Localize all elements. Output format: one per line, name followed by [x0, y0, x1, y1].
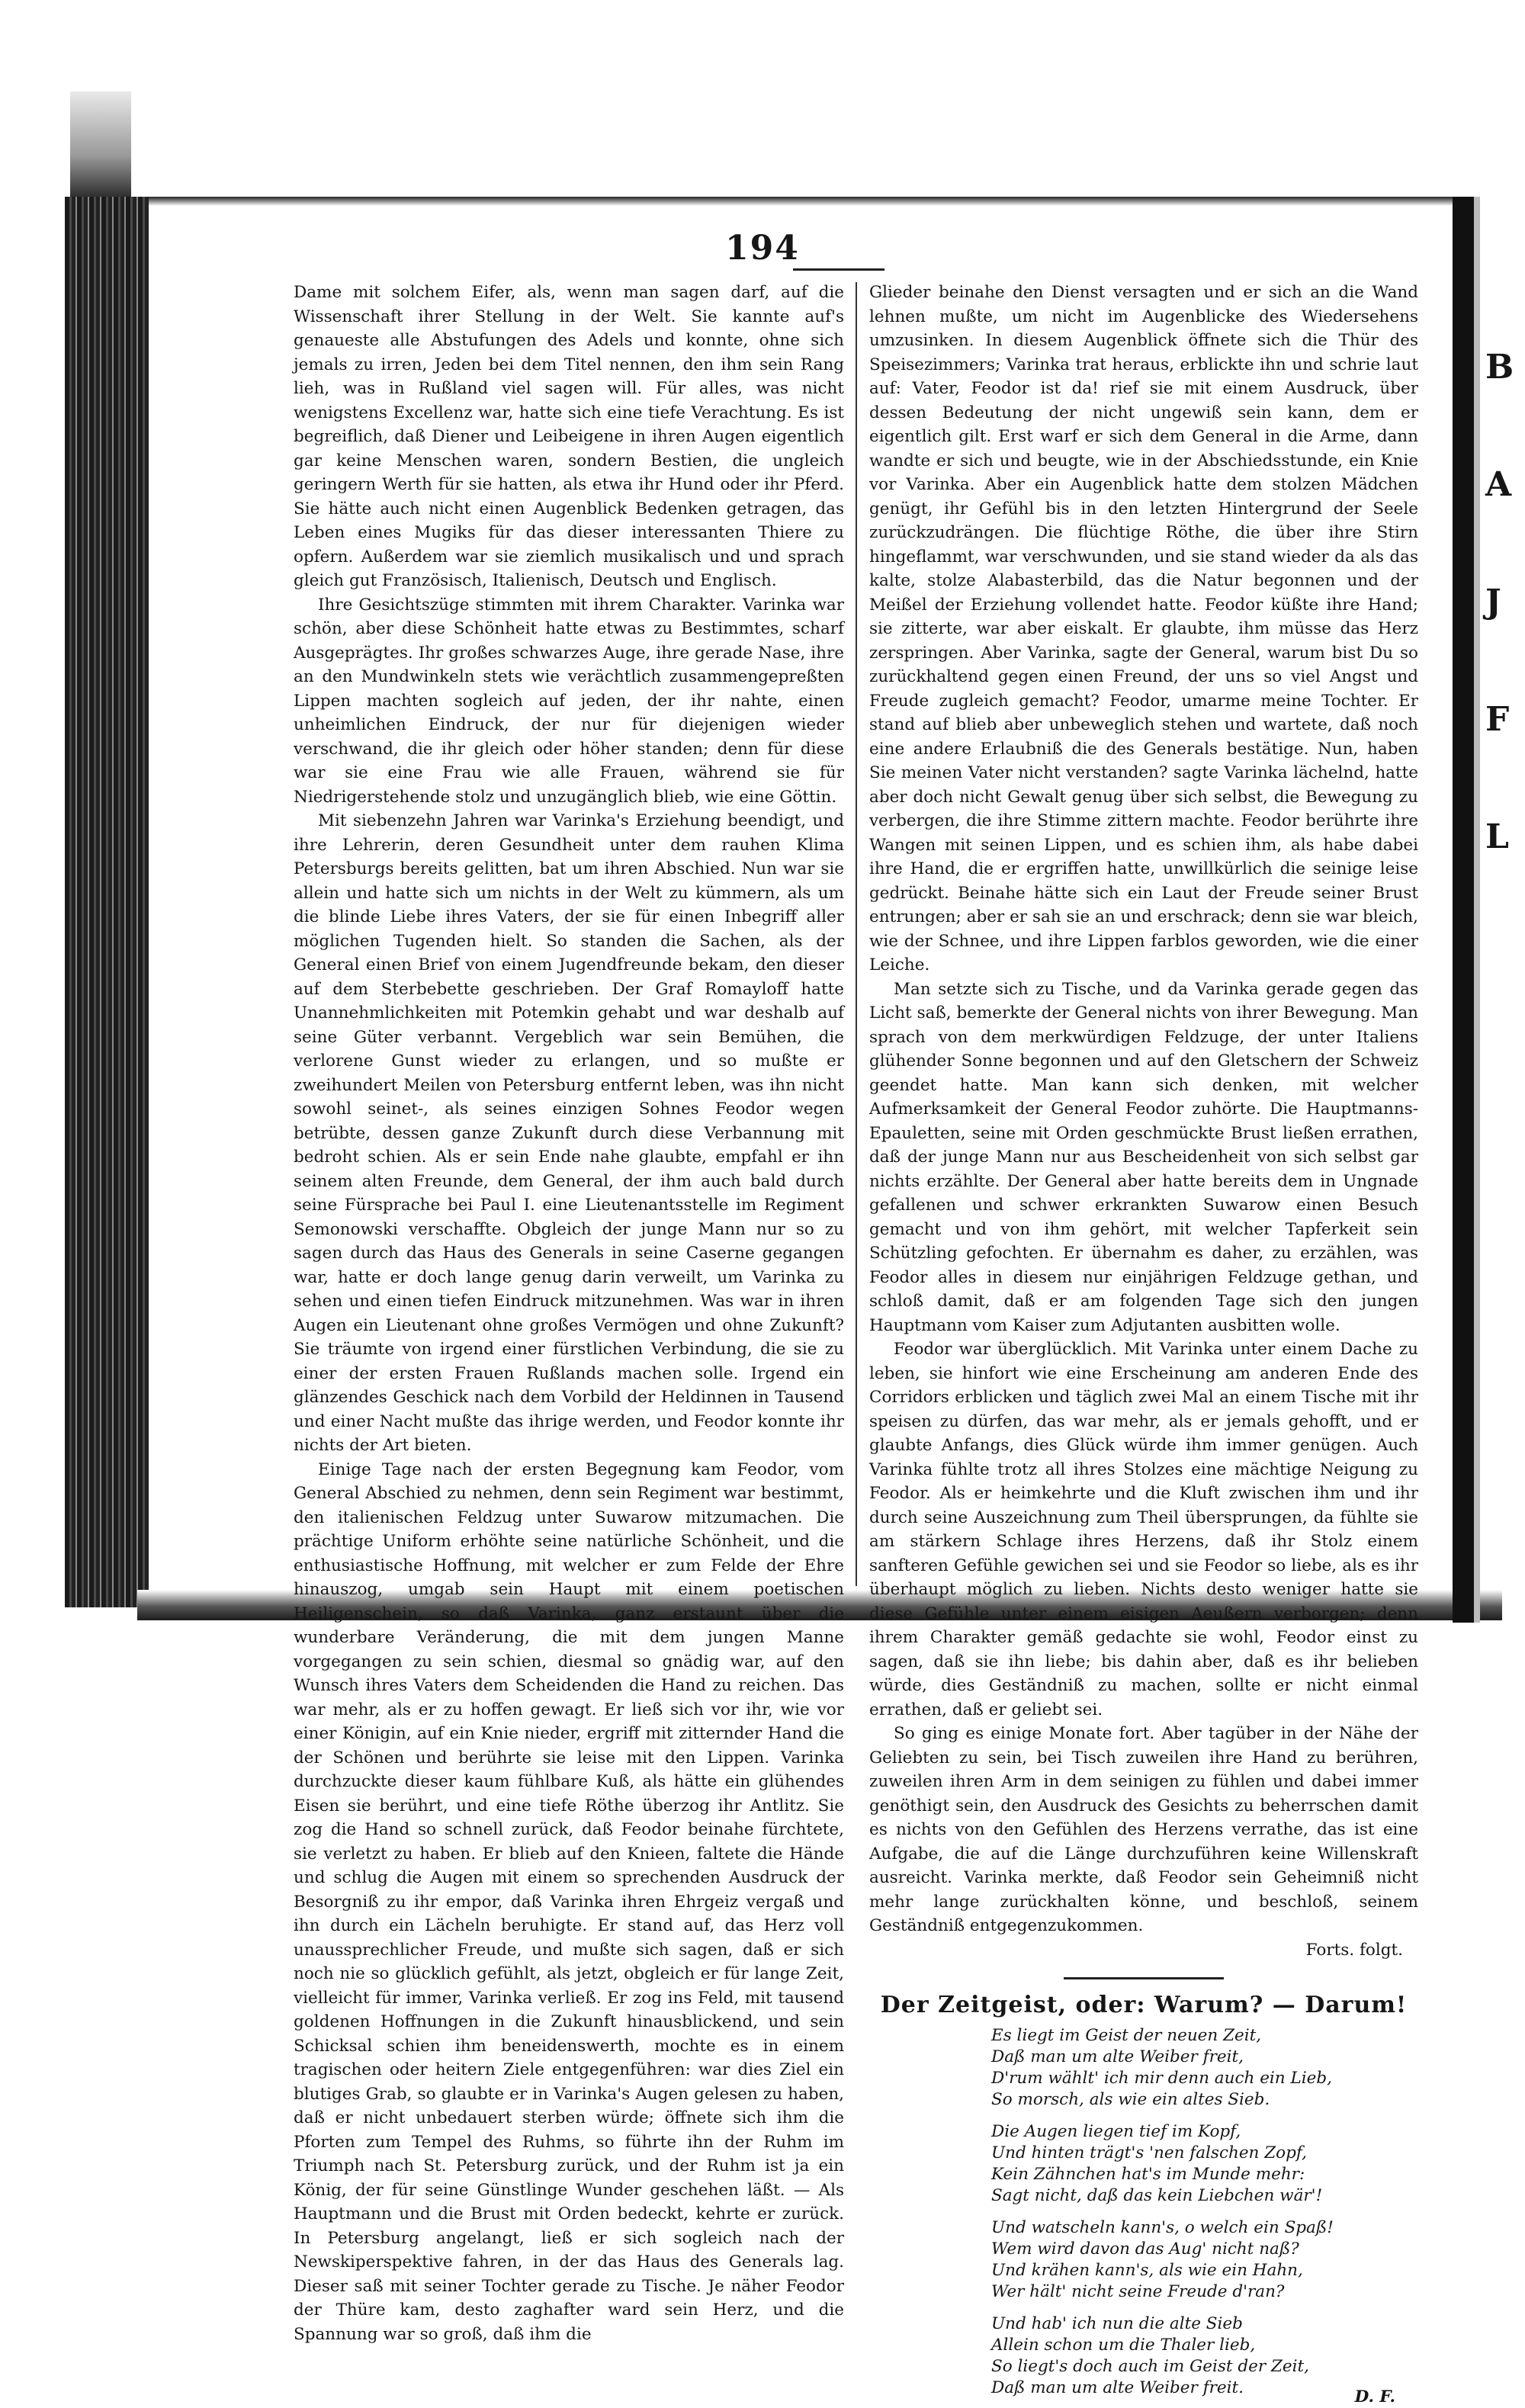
fragment-letter: F [1485, 700, 1510, 739]
paragraph: Dame mit solchem Eifer, als, wenn man sagen darf, auf die Wissenschaft ihrer Stellung in der Welt. Sie kannte auf's genaueste alle Abstufungen des Adels und konnte, ohne sich jemals zu irren, Jeden bei dem Titel nennen, den ihm sein Rang lieh, was in Rußland viel sagen will. Für alles, was nicht wenigstens Excellenz war, hatte sich eine tiefe Verachtung. Es ist begreiflich, daß Diener und Leibeigene in ihren Augen eigentlich gar keine Menschen waren, sondern Bestien, die ungleich geringern Werth für sie hatten, als etwa ihr Hund oder ihr Pferd. Sie hätte auch nicht einen Augenblick Bedenken getragen, das Leben eines Mugiks für das dieser interessanten Thiere zu opfern. Außerdem war sie ziemlich musikalisch und und sprach gleich gut Französisch, Italienisch, Deutsch und Englisch. [294, 283, 844, 590]
poem-line: Daß man um alte Weiber freit. [991, 2377, 1244, 2397]
poem-line: Wer hält' nicht seine Freude d'ran? [991, 2281, 1285, 2301]
right-column [869, 281, 1418, 2408]
continuation-note: Forts. folgt. [1305, 1940, 1403, 1960]
page-gutter-inner [1474, 197, 1480, 1623]
poem-line: Daß man um alte Weiber freit, [991, 2047, 1244, 2066]
column-divider [856, 282, 857, 1586]
poem-line: Allein schon um die Thaler lieb, [991, 2335, 1256, 2355]
paragraph: So ging es einige Monate fort. Aber tagüber in der Nähe der Geliebten zu sein, bei Tisch zuweilen ihre Hand zu berühren, zuweilen ihren Arm in dem seinigen zu fühlen und dabei immer genöthigt sein, den Ausdruck des Gesichts zu beherrschen damit es nichts von den Gefühlen des Herzens verrathe, das ist eine Aufgabe, die auf die Länge durchzuführen keine Willenskraft ausreicht. Varinka merkte, daß Feodor sein Geheimniß nicht mehr lange zurückhalten könne, und beschloß, seinem Geständniß entgegenzukommen. [869, 1724, 1418, 1935]
poem-line: Sagt nicht, daß das kein Liebchen wär'! [991, 2185, 1323, 2205]
poem-signature: D. F. [1354, 2387, 1395, 2406]
page-number-rule [793, 268, 884, 271]
poem-title: Der Zeitgeist, oder: Warum? — Darum! [880, 1992, 1408, 2018]
paragraph: Feodor war überglücklich. Mit Varinka unter einem Dache zu leben, sie hinfort wie eine Erscheinung am anderen Ende des Corridors erblicken und täglich zwei Mal an einem Tische mit ihr speisen zu dürfen, das war mehr, als er jemals gehofft, und er glaubte Anfangs, dies Glück würde ihm immer genügen. Auch Varinka fühlte trotz all ihres Stolzes eine mächtige Neigung zu Feodor. Als er heimkehrte und die Kluft zwischen ihm und ihr durch seine Auszeichnung zum Theil übersprungen, da fühlte sie am stärkern Schlage ihres Herzens, daß ihr Stolz einem sanfteren Gefühle gewichen sei und sie Feodor so liebe, als es ihr überhaupt möglich zu lieben. Nichts desto weniger hatte sie diese Gefühle unter einem eisigen Aeußern verborgen; denn ihrem Charakter gemäß gedachte sie wohl, Feodor einst zu sagen, daß sie ihn liebe; bis dahin aber, daß es ihr belieben würde, dies Geständniß zu machen, sollte er nicht einmal errathen, daß er geliebt sei. [869, 1340, 1418, 1719]
poem [991, 2025, 1418, 2408]
book-page-edges [65, 197, 149, 1607]
fragment-letter: A [1485, 465, 1512, 504]
poem-line: Es liegt im Geist der neuen Zeit, [991, 2025, 1262, 2045]
poem-stanza [991, 2025, 1418, 2111]
paragraph: Ihre Gesichtszüge stimmten mit ihrem Charakter. Varinka war schön, aber diese Schönheit hatte etwas zu Bestimmtes, scharf Ausgeprägtes. Ihr großes schwarzes Auge, ihre gerade Nase, ihre an den Mundwinkeln stets wie verächtlich zusammengepreßten Lippen machten sogleich auf jeden, der ihr nahte, einen unheimlichen Eindruck, der nur für diejenigen wieder verschwand, die ihr gleich oder höher standen; denn für diese war sie eine Frau wie alle Frauen, während sie für Niedrigerstehende stolz und unzugänglich blieb, wie eine Göttin. [294, 595, 844, 807]
poem-line: D'rum wählt' ich mir denn auch ein Lieb, [991, 2068, 1332, 2088]
paragraph: Man setzte sich zu Tische, und da Varinka gerade gegen das Licht saß, bemerkte der General nichts von ihrer Bewegung. Man sprach von dem merkwürdigen Feldzuge, der unter Italiens glühender Sonne begonnen und auf den Gletschern der Schweiz geendet hatte. Man kann sich denken, mit welcher Aufmerksamkeit der General Feodor zuhörte. Die Hauptmanns-Epauletten, seine mit Orden geschmückte Brust ließen errathen, daß der junge Mann nur aus Bescheidenheit von sich selbst gar nichts erzählte. Der General aber hatte bereits dem in Ungnade gefallenen und schwer erkrankten Suwarow einen Besuch gemacht und von ihm gehört, mit welcher Tapferkeit sein Schützling gefochten. Er übernahm es daher, zu erzählen, was Feodor alles in diesem nur einjährigen Feldzuge gethan, und schloß damit, daß er am folgenden Tage sich den jungen Hauptmann vom Kaiser zum Adjutanten ausbitten wolle. [869, 979, 1418, 1335]
page-number: 194 [725, 229, 800, 268]
fragment-letter: B [1485, 348, 1514, 387]
section-separator [1064, 1977, 1224, 1979]
paragraph: Einige Tage nach der ersten Begegnung kam Feodor, vom General Abschied zu nehmen, denn sein Regiment war bestimmt, den italienischen Feldzug unter Suwarow mitzumachen. Die prächtige Uniform erhöhte seine natürliche Schönheit, und die enthusiastische Hoffnung, mit welcher er zum Felde der Ehre hinauszog, umgab sein Haupt mit einem poetischen Heiligenschein, so daß Varinka, ganz erstaunt über die wunderbare Veränderung, die mit dem jungen Manne vorgegangen zu sein schien, diesmal so gnädig war, auf den Wunsch ihres Vaters dem Scheidenden die Hand zu reichen. Das war mehr, als er zu hoffen gewagt. Er ließ sich vor ihr, wie vor einer Königin, auf ein Knie nieder, ergriff mit zitternder Hand die der Schönen und berührte sie leise mit den Lippen. Varinka durchzuckte dieser kaum fühlbare Kuß, als hätte ein glühendes Eisen sie berührt, und eine tiefe Röthe überzog ihr Antlitz. Sie zog die Hand so schnell zurück, daß Feodor beinahe fürchtete, sie verletzt zu haben. Er blieb auf den Knieen, faltete die Hände und schlug die Augen mit einem so sprechenden Ausdruck der Besorgniß zu ihr empor, daß Varinka ihren Ehrgeiz vergaß und ihn durch ein Lächeln beruhigte. Er stand auf, das Herz voll unaussprechlicher Freude, und mußte sich sagen, daß er sich noch nie so glücklich gefühlt, als jetzt, obgleich er für lange Zeit, vielleicht für immer, Varinka verließ. Er zog ins Feld, mit tausend goldenen Hoffnungen in die Zukunft hinausblickend, und sein Schicksal schien ihm beneidenswerth, mochte es in einem tragischen oder heitern Ziele entgegenführen: war dies Ziel ein blutiges Grab, so glaubte er in Varinka's Augen gelesen zu haben, daß er nicht unbedauert sterben würde; öffnete sich ihm die Pforten zum Tempel des Ruhms, so führte ihn der Ruhm im Triumph nach St. Petersburg zurück, und der Ruhm ist ja ein König, der für seine Günstlinge Wunder geschehen läßt. — Als Hauptmann und die Brust mit Orden bedeckt, kehrte er zurück. In Petersburg angelangt, ließ er sich sogleich nach der Newskiperspektive fahren, in der das Haus des Generals lag. Dieser saß mit seiner Tochter gerade zu Tische. Je näher Feodor der Thüre kam, desto zaghafter ward sein Herz, und die Spannung war so groß, daß ihm die [294, 1459, 844, 2344]
poem-line: Und hab' ich nun die alte Sieb [991, 2313, 1243, 2333]
adjacent-page-fragments [1485, 348, 1525, 938]
page-gutter [1453, 197, 1474, 1623]
poem-line: Und krähen kann's, als wie ein Hahn, [991, 2260, 1303, 2280]
poem-line: So morsch, als wie ein altes Sieb. [991, 2089, 1270, 2109]
poem-stanza [991, 2121, 1418, 2207]
paragraph: Mit siebenzehn Jahren war Varinka's Erziehung beendigt, und ihre Lehrerin, deren Gesundheit unter dem rauhen Klima Petersburgs bereits gelitten, bat um ihren Abschied. Nun war sie allein und hatte sich um nichts in der Welt zu kümmern, als um die blinde Liebe ihres Vaters, der sie für einen Inbegriff aller möglichen Tugenden hielt. So standen die Sachen, als der General einen Brief von einem Jugendfreunde bekam, den dieser auf dem Sterbebette geschrieben. Der Graf Romayloff hatte Unannehmlichkeiten mit Potemkin gehabt und war deshalb auf seine Güter verbannt. Vergeblich war sein Bemühen, die verlorene Gunst wieder zu erlangen, und so mußte er zweihundert Meilen von Petersburg entfernt leben, was ihn nicht sowohl seinet-, als seines einzigen Sohnes Feodor wegen betrübte, dessen ganze Zukunft durch diese Verbannung mit bedroht schien. Als er sein Ende nahe glaubte, empfahl er ihn seinem alten Freunde, dem General, der ihm auch bald durch seine Fürsprache bei Paul I. eine Lieutenantsstelle im Regiment Semonowski verschaffte. Obgleich der junge Mann nur so zu sagen durch das Haus des Generals in seine Caserne gegangen war, hatte er doch lange genug darin verweilt, um Varinka zu sehen und einen tiefen Eindruck mitzunehmen. Was war in ihren Augen ein Lieutenant ohne großes Vermögen und ohne Zukunft? Sie träumte von irgend einer fürstlichen Verbindung, die sie zu einer der ersten Frauen Rußlands machen solle. Irgend ein glänzendes Geschick nach dem Vorbild der Heldinnen in Tausend und einer Nacht mußte das ihrige werden, und Feodor konnte ihr nichts der Art bieten. [294, 811, 844, 1455]
poem-line: So liegt's doch auch im Geist der Zeit, [991, 2356, 1309, 2376]
poem-line: Kein Zähnchen hat's im Munde mehr: [991, 2164, 1305, 2184]
poem-stanza [991, 2217, 1418, 2303]
paragraph: Glieder beinahe den Dienst versagten und er sich an die Wand lehnen mußte, um nicht im Augenblicke des Wiedersehens umzusinken. In diesem Augenblick öffnete sich die Thür des Speisezimmers; Varinka trat heraus, erblickte ihn und schrie laut auf: Vater, Feodor ist da! rief sie mit einem Ausdruck, über dessen Bedeutung der nicht ungewiß sein kann, dem er eigentlich gilt. Erst warf er sich dem General in die Arme, dann wandte er sich und beugte, wie in der Abschiedsstunde, ein Knie vor Varinka. Aber ein Augenblick hatte dem stolzen Mädchen genügt, ihr Gefühl bis in den letzten Hintergrund der Seele zurückzudrängen. Die flüchtige Röthe, die über ihre Stirn hingeflammt, war verschwunden, und sie stand wieder da als das kalte, stolze Alabasterbild, das die Natur begonnen und der Meißel der Erziehung vollendet hatte. Feodor küßte ihre Hand; sie zitterte, war aber eiskalt. Er glaubte, ihm müsse das Herz zerspringen. Aber Varinka, sagte der General, warum bist Du so zurückhaltend gegen einen Freund, der uns so viel Angst und Freude zugleich gemacht? Feodor, umarme meine Tochter. Er stand auf blieb aber unbeweglich stehen und wartete, daß noch eine andere Erlaubniß die des Generals bestätige. Nun, haben Sie meinen Vater nicht verstanden? sagte Varinka lächelnd, hatte aber doch nicht Gewalt genug über sich selbst, die Bewegung zu verbergen, die ihre Stimme zittern machte. Feodor berührte ihre Wangen mit seinen Lippen, und es schien ihm, als habe dabei ihre Hand, die er ergriffen hatte, unwillkürlich die seinige leise gedrückt. Beinahe hätte sich ein Laut der Freude seiner Brust entrungen; aber er sah sie an und erschrack; denn sie war bleich, wie der Schnee, und ihre Lippen farblos geworden, wie die einer Leiche. [869, 283, 1418, 974]
poem-line: Und hinten trägt's 'nen falschen Zopf, [991, 2143, 1307, 2162]
left-column [294, 281, 844, 2346]
fragment-letter: J [1485, 583, 1501, 621]
page-top-shadow [149, 197, 1453, 206]
scan-binding-shadow [70, 92, 131, 198]
poem-line: Und watscheln kann's, o welch ein Spaß! [991, 2217, 1334, 2237]
poem-line: Die Augen liegen tief im Kopf, [991, 2121, 1241, 2141]
fragment-letter: L [1485, 817, 1509, 856]
poem-line: Wem wird davon das Aug' nicht naß? [991, 2239, 1299, 2259]
